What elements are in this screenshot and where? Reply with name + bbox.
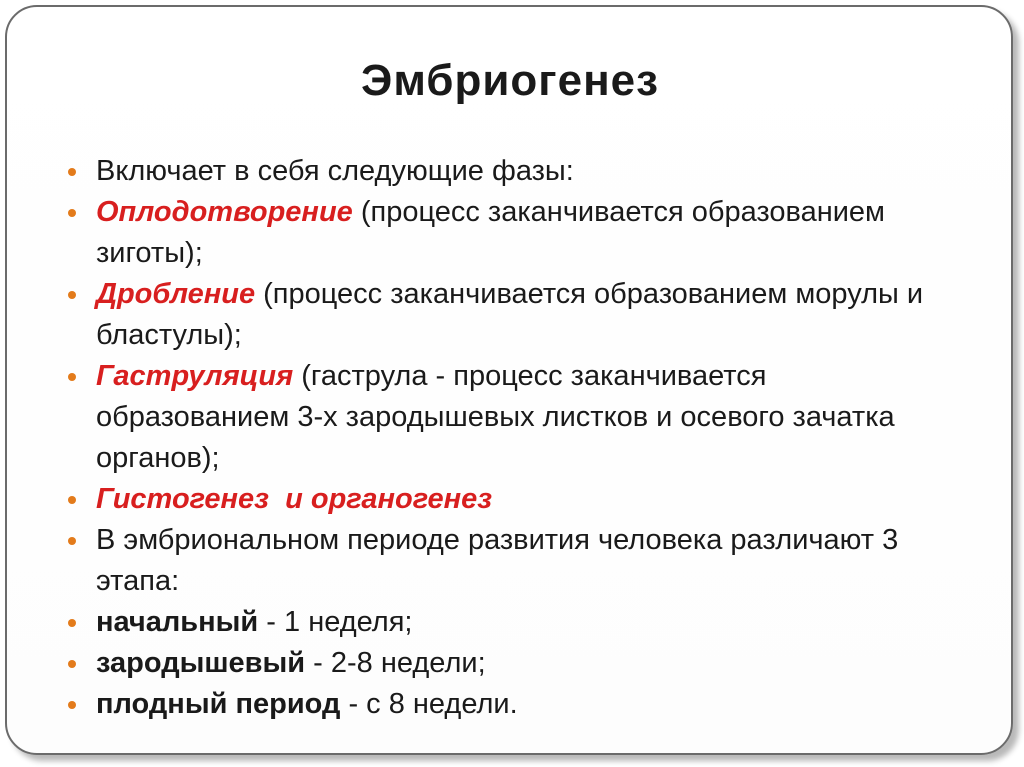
slide-title: Эмбриогенез (361, 56, 659, 105)
bullet-dot-icon (68, 373, 76, 381)
bullet-text: Включает в себя следующие фазы: (96, 155, 574, 187)
bullet-stages-intro (62, 520, 962, 602)
stage-fetal: плодный период (96, 688, 341, 720)
term-histogenesis: Гистогенез и органогенез (96, 483, 493, 515)
bullet-text: (процесс заканчивается образованием зиготы); (96, 196, 885, 269)
bullet-dot-icon (68, 209, 76, 217)
stage-initial: начальный (96, 606, 259, 638)
bullet-text: - 1 неделя; (258, 606, 413, 638)
bullet-text: - 2-8 недели; (305, 647, 486, 679)
bullet-dot-icon (68, 291, 76, 299)
bullet-stage-initial (62, 602, 962, 643)
bullet-list (62, 151, 962, 725)
bullet-dot-icon (68, 619, 76, 627)
bullet-dot-icon (68, 537, 76, 545)
term-gastrulation: Гаструляция (96, 360, 294, 392)
bullet-dot-icon (68, 168, 76, 176)
stage-embryonic: зародышевый (96, 647, 306, 679)
bullet-text: В эмбриональном периоде развития человека различают 3 этапа: (96, 524, 899, 597)
bullet-dot-icon (68, 660, 76, 668)
term-cleavage: Дробление (96, 278, 256, 310)
bullet-fertilization (62, 192, 962, 274)
term-fertilization: Оплодотворение (96, 196, 353, 228)
bullet-text: (гаструла - процесс заканчивается образованием 3-х зародышевых листков и осевого зачатка органов); (96, 360, 895, 474)
bullet-gastrulation (62, 356, 962, 479)
bullet-stage-fetal (62, 684, 962, 725)
bullet-text: - с 8 недели. (340, 688, 518, 720)
bullet-cleavage (62, 274, 962, 356)
bullet-histogenesis (62, 479, 962, 520)
bullet-dot-icon (68, 701, 76, 709)
bullet-dot-icon (68, 496, 76, 504)
bullet-stage-embryonic (62, 643, 962, 684)
bullet-phases-intro (62, 151, 962, 192)
bullet-text: (процесс заканчивается образованием морулы и бластулы); (96, 278, 924, 351)
